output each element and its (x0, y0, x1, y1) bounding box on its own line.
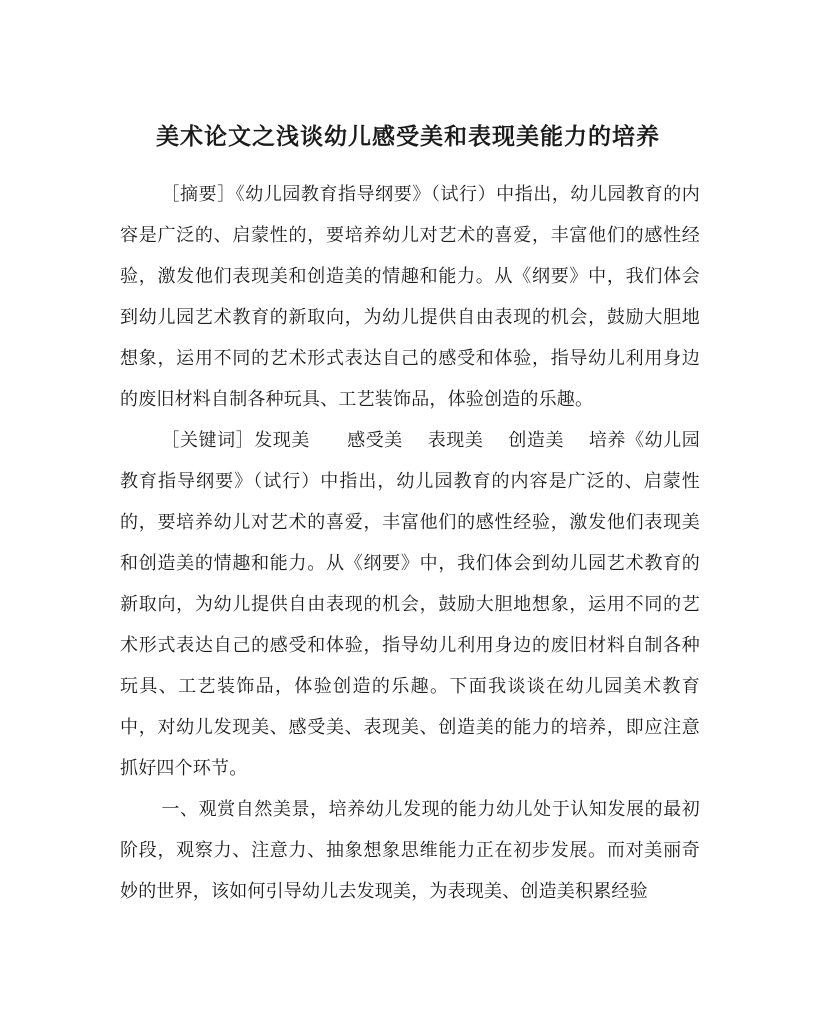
section-one-paragraph: 一、观赏自然美景，培养幼儿发现的能力幼儿处于认知发展的最初阶段，观察力、注意力、抽象想象思维能力正在初步发展。而对美丽奇妙的世界，该如何引导幼儿去发现美，为表现美、创造美积累经验 (120, 799, 700, 902)
document-title: 美术论文之浅谈幼儿感受美和表现美能力的培养 (156, 123, 660, 151)
document-body (120, 174, 700, 912)
abstract-paragraph: ［摘要］《幼儿园教育指导纲要》（试行）中指出，幼儿园教育的内容是广泛的、启蒙性的，要培养幼儿对艺术的喜爱，丰富他们的感性经验，激发他们表现美和创造美的情趣和能力。从《纲要》中，我们体会到幼儿园艺术教育的新取向，为幼儿提供自由表现的机会，鼓励大胆地想象，运用不同的艺术形式表达自己的感受和体验，指导幼儿利用身边的废旧材料自制各种玩具、工艺装饰品，体验创造的乐趣。 (120, 184, 700, 410)
keywords-paragraph: ［关键词］发现美 感受美 表现美 创造美 培养《幼儿园教育指导纲要》（试行）中指出，幼儿园教育的内容是广泛的、启蒙性的，要培养幼儿对艺术的喜爱，丰富他们的感性经验，激发他们表现美和创造美的情趣和能力。从《纲要》中，我们体会到幼儿园艺术教育的新取向，为幼儿提供自由表现的机会，鼓励大胆地想象，运用不同的艺术形式表达自己的感受和体验，指导幼儿利用身边的废旧材料自制各种玩具、工艺装饰品，体验创造的乐趣。下面我谈谈在幼儿园美术教育中，对幼儿发现美、感受美、表现美、创造美的能力的培养，即应注意抓好四个环节。 (120, 430, 700, 779)
